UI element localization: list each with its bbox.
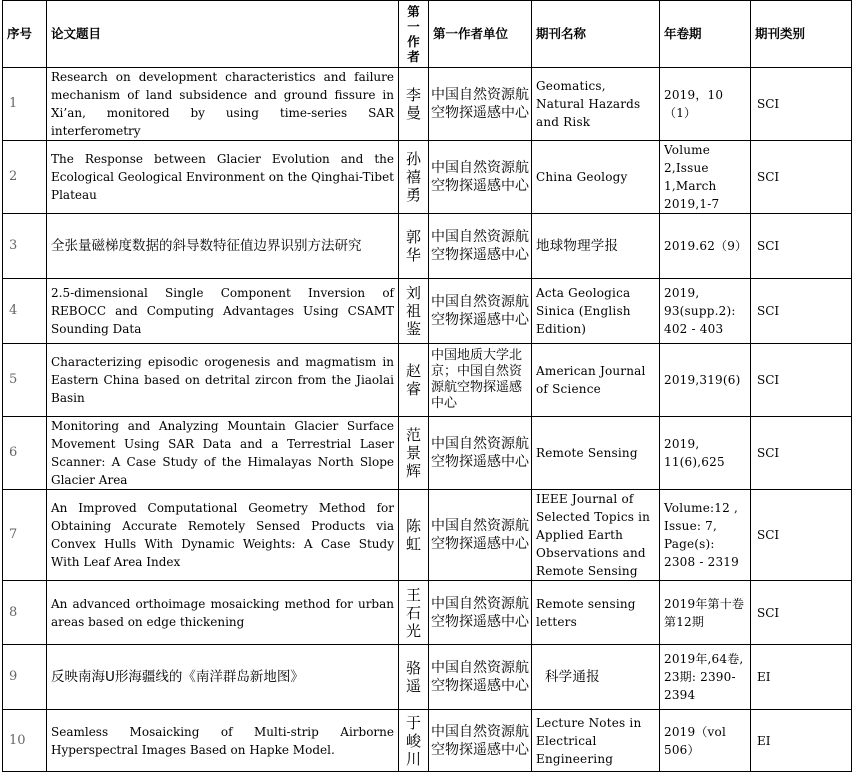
row-journal: Geomatics, Natural Hazards and Risk: [532, 68, 660, 141]
row-title: An Improved Computational Geometry Method for Obtaining Accurate Remotely Sensed Products via Convex Hulls With Dynamic Weights: A Case Study With Leaf Area Index: [47, 490, 399, 581]
table-row: [3, 645, 852, 710]
header-seq: 序号: [3, 1, 47, 68]
row-unit: 中国自然资源航空物探遥感中心: [429, 490, 532, 581]
table-row: [3, 344, 852, 417]
papers-table: [2, 0, 852, 772]
header-author: [399, 1, 429, 68]
row-title: The Response between Glacier Evolution and the Ecological Geological Environment on the Qinghai-Tibet Plateau: [47, 141, 399, 214]
row-issue: 2019, 11(6),625: [660, 417, 751, 490]
row-author: [399, 141, 429, 214]
table-row: [3, 279, 852, 344]
row-cls: SCI: [751, 581, 852, 645]
row-seq: 10: [3, 710, 47, 772]
row-issue: Volume:12 , Issue: 7, Page(s): 2308 - 2319: [660, 490, 751, 581]
row-author-text: 范景辉: [405, 426, 421, 480]
row-issue: 2019.62（9）: [660, 214, 751, 279]
row-journal: 科学通报: [532, 645, 660, 710]
row-unit: 中国自然资源航空物探遥感中心: [429, 645, 532, 710]
row-author-text: 刘祖鉴: [405, 284, 421, 338]
row-issue: 2019年,64卷, 23期: 2390-2394: [660, 645, 751, 710]
row-unit: 中国自然资源航空物探遥感中心: [429, 279, 532, 344]
row-cls: SCI: [751, 344, 852, 417]
row-author-text: 骆遥: [405, 659, 421, 695]
header-issue: 年卷期: [660, 1, 751, 68]
row-seq: 3: [3, 214, 47, 279]
row-journal: IEEE Journal of Selected Topics in Applied Earth Observations and Remote Sensing: [532, 490, 660, 581]
row-cls: SCI: [751, 141, 852, 214]
row-unit: 中国自然资源航空物探遥感中心: [429, 581, 532, 645]
row-seq: 8: [3, 581, 47, 645]
row-title: 反映南海U形海疆线的《南洋群岛新地图》: [47, 645, 399, 710]
row-unit: 中国地质大学北京；中国自然资源航空物探遥感中心: [429, 344, 532, 417]
row-seq: 7: [3, 490, 47, 581]
header-row: [3, 1, 852, 68]
table-row: [3, 417, 852, 490]
row-seq: 6: [3, 417, 47, 490]
row-unit: 中国自然资源航空物探遥感中心: [429, 417, 532, 490]
table-row: [3, 214, 852, 279]
row-unit: 中国自然资源航空物探遥感中心: [429, 214, 532, 279]
row-author: [399, 645, 429, 710]
row-cls: EI: [751, 710, 852, 772]
row-cls: SCI: [751, 279, 852, 344]
row-unit: 中国自然资源航空物探遥感中心: [429, 68, 532, 141]
row-author-text: 陈虹: [405, 517, 421, 553]
row-journal: Lecture Notes in Electrical Engineering: [532, 710, 660, 772]
row-author: [399, 344, 429, 417]
row-issue: Volume 2,Issue 1,March 2019,1-7: [660, 141, 751, 214]
row-issue: 2019, 93(supp.2): 402 - 403: [660, 279, 751, 344]
row-journal: Acta Geologica Sinica (English Edition): [532, 279, 660, 344]
row-unit: 中国自然资源航空物探遥感中心: [429, 710, 532, 772]
row-title: 2.5-dimensional Single Component Inversion of REBOCC and Computing Advantages Using CSAMT Sounding Data: [47, 279, 399, 344]
table-row: [3, 581, 852, 645]
row-author: [399, 68, 429, 141]
row-title: Seamless Mosaicking of Multi-strip Airborne Hyperspectral Images Based on Hapke Model.: [47, 710, 399, 772]
header-journal: 期刊名称: [532, 1, 660, 68]
table-row: [3, 68, 852, 141]
row-author-text: 王石光: [405, 585, 421, 640]
header-cls: 期刊类别: [751, 1, 852, 68]
row-author-text: 于峻川: [405, 713, 421, 768]
row-issue: 2019（vol 506）: [660, 710, 751, 772]
row-author: [399, 710, 429, 772]
table-row: [3, 490, 852, 581]
row-author-text: 孙禧勇: [405, 150, 421, 204]
row-cls: SCI: [751, 214, 852, 279]
table-row: [3, 710, 852, 772]
row-title: An advanced orthoimage mosaicking method for urban areas based on edge thickening: [47, 581, 399, 645]
row-journal: China Geology: [532, 141, 660, 214]
row-issue: 2019年第十卷 第12期: [660, 581, 751, 645]
table-row: [3, 141, 852, 214]
row-seq: 2: [3, 141, 47, 214]
row-author: [399, 490, 429, 581]
row-author: [399, 581, 429, 645]
header-author-text: 第一作者: [407, 4, 420, 64]
row-seq: 9: [3, 645, 47, 710]
row-cls: EI: [751, 645, 852, 710]
row-issue: 2019，10（1）: [660, 68, 751, 141]
row-title: Research on development characteristics and failure mechanism of land subsidence and ground fissure in Xi’an, monitored by using time-series SAR interferometry: [47, 68, 399, 141]
row-title: Monitoring and Analyzing Mountain Glacier Surface Movement Using SAR Data and a Terrestrial Laser Scanner: A Case Study of the Himalayas North Slope Glacier Area: [47, 417, 399, 490]
row-journal: American Journal of Science: [532, 344, 660, 417]
row-title: Characterizing episodic orogenesis and magmatism in Eastern China based on detrital zircon from the Jiaolai Basin: [47, 344, 399, 417]
row-unit: 中国自然资源航空物探遥感中心: [429, 141, 532, 214]
header-unit: 第一作者单位: [429, 1, 532, 68]
row-seq: 1: [3, 68, 47, 141]
header-title: 论文题目: [47, 1, 399, 68]
row-journal: Remote Sensing: [532, 417, 660, 490]
row-cls: SCI: [751, 417, 852, 490]
row-author: [399, 279, 429, 344]
row-seq: 4: [3, 279, 47, 344]
row-title: 全张量磁梯度数据的斜导数特征值边界识别方法研究: [47, 214, 399, 279]
row-author: [399, 417, 429, 490]
row-cls: SCI: [751, 68, 852, 141]
row-author-text: 李曼: [405, 86, 421, 122]
row-issue: 2019,319(6): [660, 344, 751, 417]
row-seq: 5: [3, 344, 47, 417]
row-journal: Remote sensing letters: [532, 581, 660, 645]
row-journal: 地球物理学报: [532, 214, 660, 279]
row-cls: SCI: [751, 490, 852, 581]
row-author-text: 赵睿: [405, 362, 421, 398]
row-author: [399, 214, 429, 279]
row-author-text: 郭华: [405, 228, 421, 264]
